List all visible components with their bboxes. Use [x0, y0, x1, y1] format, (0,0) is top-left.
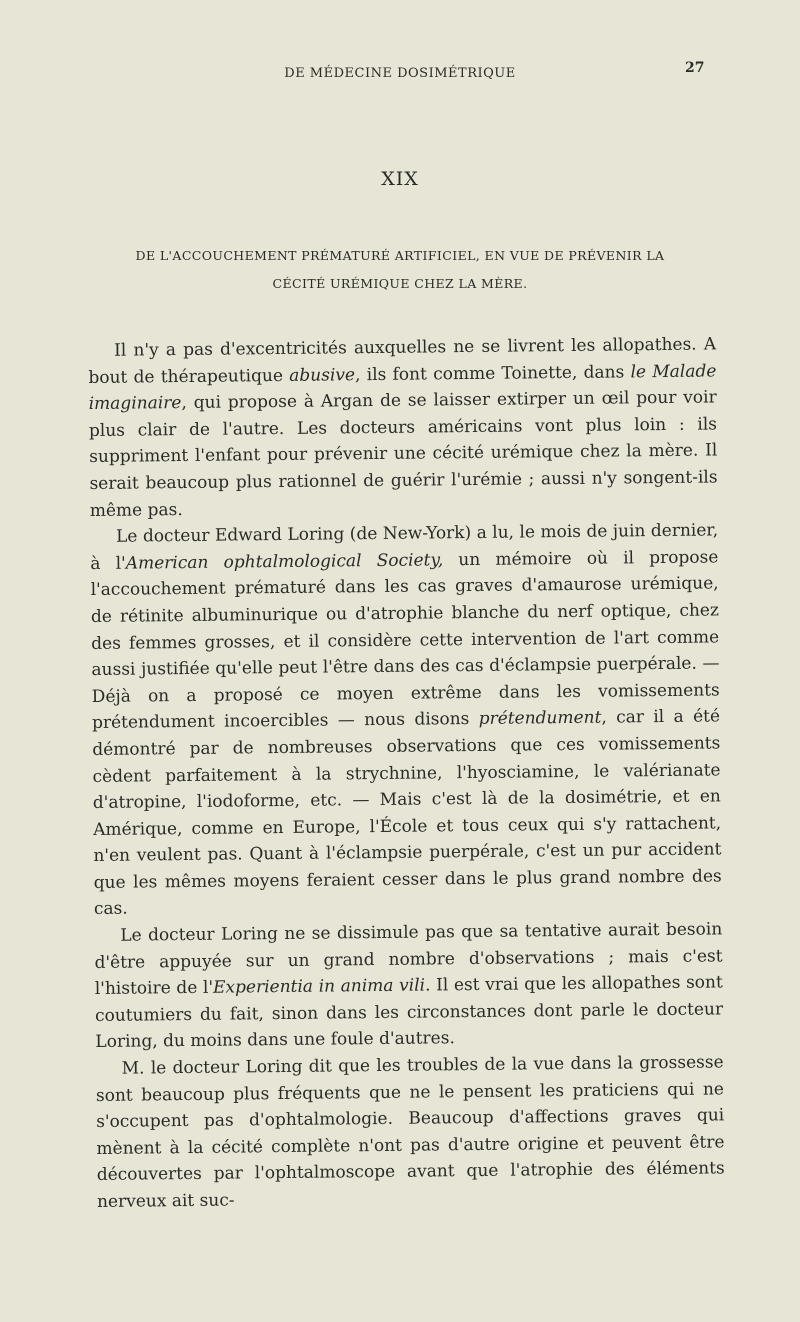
chapter-title-line-1: DE L'ACCOUCHEMENT PRÉMATURÉ ARTIFICIEL, EN VUE DE PRÉVENIR LA: [135, 248, 665, 263]
text-run: , car il a été démontré par de nombreuses observations que ces vomissements cèdent parfaitement à la strychnine, l'hyosciamine, le valérianate d'atropine, l'iodoforme, etc. — Mais c'est là de la dosimétrie, et en Amérique, comme en Europe, l'École et tous ceux qui s'y rattachent, n'en veulent pas. Quant à l'éclampsie puerpérale, c'est un pur accident que les mêmes moyens feraient cesser dans le plus grand nombre des cas.: [92, 706, 722, 920]
italic-run: American ophtalmological Society,: [125, 550, 444, 574]
text-run: . Il est vrai que les allopathes sont coutumiers du fait, sinon dans les circonstances dont parle le docteur Loring, du moins dans une foule d'autres.: [94, 972, 724, 1053]
chapter-title-line-2: CÉCITÉ URÉMIQUE CHEZ LA MÈRE.: [272, 276, 528, 291]
italic-run: prétendument: [478, 707, 602, 730]
text-run: Il n'y a pas d'excentricités auxquelles ne se livrent les allopathes. A bout de thérapeutique: [88, 334, 717, 388]
paragraph-4: [96, 1049, 726, 1215]
paragraph-1: [88, 331, 718, 524]
running-head: DE MÉDECINE DOSIMÉTRIQUE: [284, 66, 516, 81]
page-number: 27: [685, 60, 705, 76]
chapter-number: XIX: [381, 168, 419, 190]
text-run: , qui propose à Argan de se laisser extirper un œil pour voir plus clair de l'autre. Les docteurs américains vont plus loin : ils suppriment l'enfant pour prévenir une cécité urémique chez la mère. Il serait beaucoup plus rationnel de guérir l'urémie ; aussi n'y songent-ils même pas.: [88, 387, 718, 521]
text-run: Le docteur Edward Loring (de New-York) a lu, le mois de juin dernier, à l': [90, 520, 719, 574]
italic-run: abusive: [289, 364, 356, 386]
text-run: M. le docteur Loring dit que les troubles de la vue dans la grossesse sont beaucoup plus fréquents que ne le pensent les praticiens qui ne s'occupent pas d'ophtalmologie. Beaucoup d'affections graves qui mènent à la cécité complète n'ont pas d'autre origine et peuvent être découvertes par l'ophtalmoscope avant que l'atrophie des éléments nerveux ait suc-: [95, 1052, 725, 1212]
italic-run: le Malade imaginaire: [88, 361, 717, 415]
body-text: [88, 331, 725, 1215]
italic-run: Experientia in anima vili: [212, 975, 426, 998]
paragraph-2: [90, 518, 722, 923]
text-run: Le docteur Loring ne se dissimule pas que sa tentative aurait besoin d'être appuyée sur un grand nombre d'observations ; mais c'est l'histoire de l': [94, 919, 723, 1000]
chapter-title: [90, 242, 710, 298]
text-run: un mémoire où il propose l'accouchement prématuré dans les cas graves d'amaurose urémique, de rétinite albuminurique ou d'atrophie blanche du nerf optique, chez des femmes grosses, et il considère cette intervention de l'art comme aussi justifiée qu'elle peut l'être dans des cas d'éclampsie puerpérale. — Déjà on a proposé ce moyen extrême dans les vomissements prétendument incoercibles — nous disons: [90, 547, 720, 734]
paragraph-3: [94, 916, 723, 1056]
text-run: , ils font comme Toinette, dans: [354, 361, 631, 385]
